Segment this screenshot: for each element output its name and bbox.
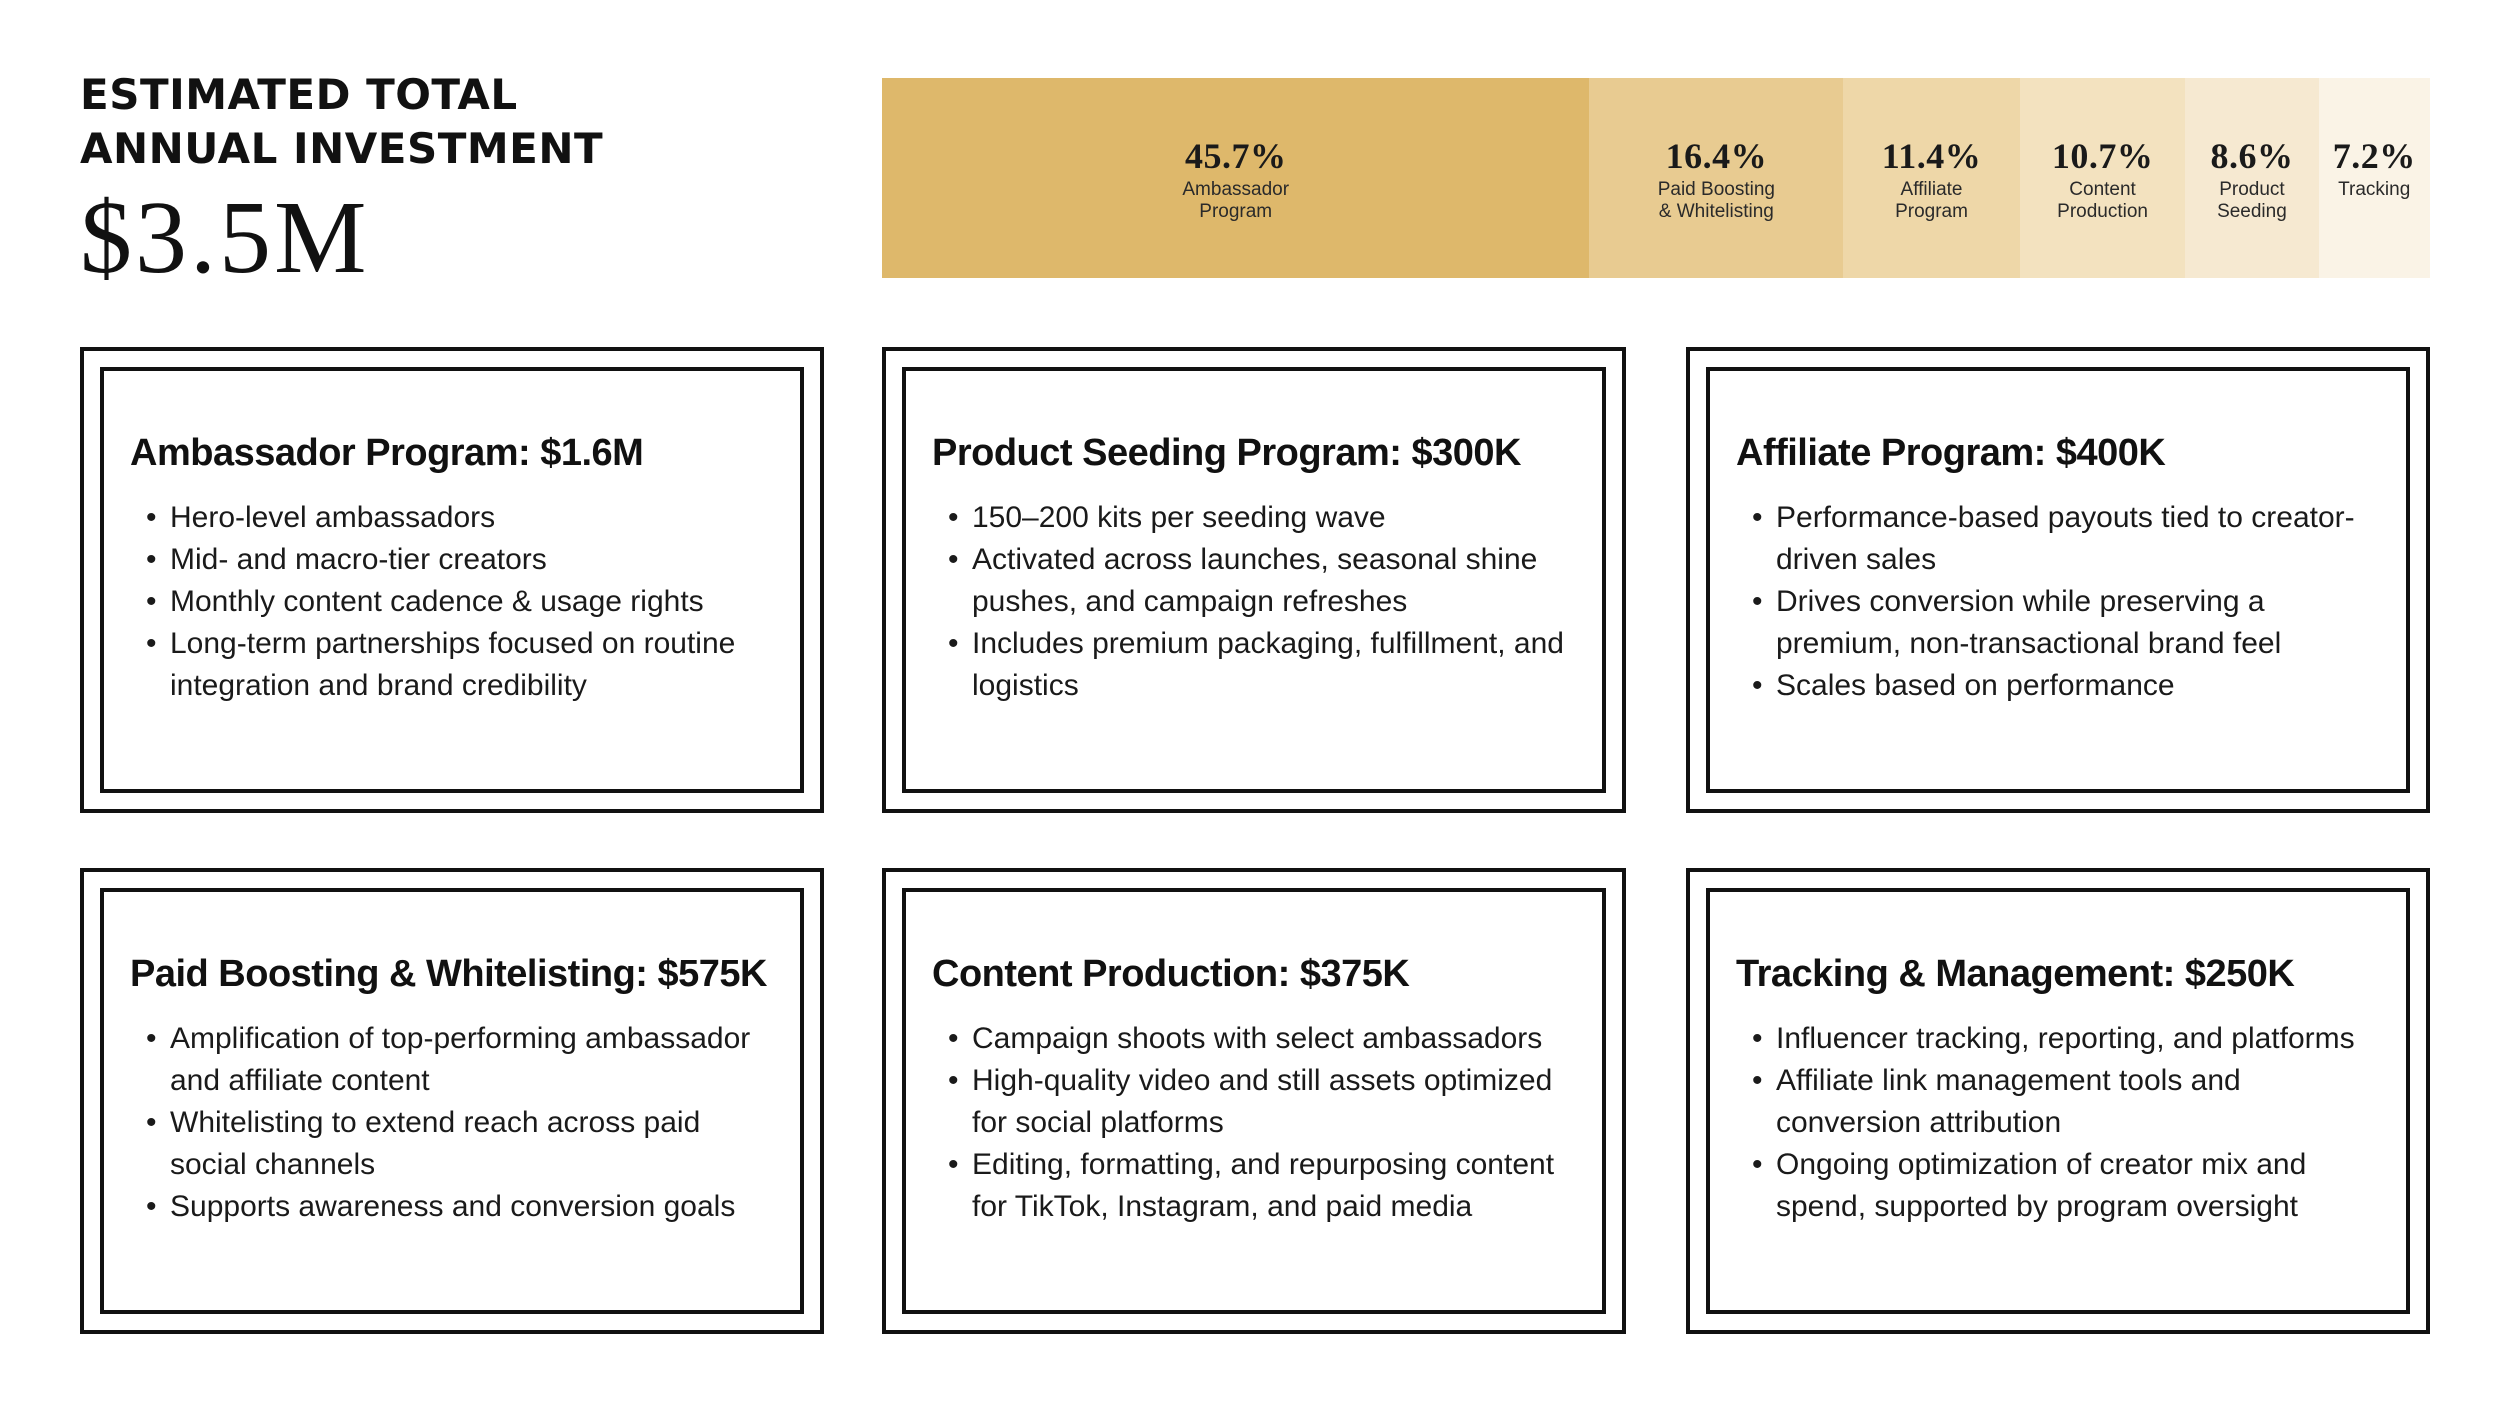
card-bullet: • Long-term partnerships focused on routine integration and brand credibility [146, 623, 776, 707]
card-title: Tracking & Management: $250K [1736, 953, 2295, 995]
segment-percent-label: 11.4% [1881, 136, 1982, 176]
card-inner-frame [1706, 888, 2410, 1314]
card-title: Content Production: $375K [932, 953, 1410, 995]
card-title: Affiliate Program: $400K [1736, 432, 2166, 474]
segment-category-label: Affiliate Program [1895, 179, 1968, 222]
segment-percent-label: 8.6% [2210, 136, 2294, 176]
card-bullet-list [130, 1018, 776, 1228]
card-title: Ambassador Program: $1.6M [130, 432, 644, 474]
segment-percent-label: 45.7% [1184, 136, 1287, 176]
segment-category-label: Tracking [2338, 179, 2411, 200]
bar-segment [2020, 78, 2186, 278]
bar-segment [1843, 78, 2019, 278]
card-bullet: • Performance-based payouts tied to creator-driven sales [1752, 497, 2382, 581]
card-bullet: • Hero-level ambassadors [146, 497, 776, 539]
segment-percent-label: 16.4% [1665, 136, 1768, 176]
segment-category-label: Ambassador Program [1182, 179, 1290, 222]
segment-category-label: Paid Boosting & Whitelisting [1657, 179, 1775, 222]
card-bullet: • Ongoing optimization of creator mix and spend, supported by program oversight [1752, 1144, 2382, 1228]
card-bullet: • Scales based on performance [1752, 665, 2382, 707]
card-affiliate-program [1686, 347, 2430, 813]
page-title [80, 68, 603, 176]
card-inner-frame [902, 367, 1606, 793]
card-tracking-management [1686, 868, 2430, 1334]
page-title-line-2: ANNUAL INVESTMENT [80, 124, 604, 173]
card-title: Paid Boosting & Whitelisting: $575K [130, 953, 767, 995]
segment-category-label: Product Seeding [2217, 179, 2287, 222]
card-bullet: • Supports awareness and conversion goals [146, 1186, 776, 1228]
card-bullet: • Whitelisting to extend reach across paid social channels [146, 1102, 776, 1186]
card-bullet: • High-quality video and still assets optimized for social platforms [948, 1060, 1578, 1144]
segment-category-label: Content Production [2057, 179, 2148, 222]
segment-percent-label: 10.7% [2051, 136, 2154, 176]
card-bullet-list [932, 1018, 1578, 1228]
card-bullet: • Mid- and macro-tier creators [146, 539, 776, 581]
card-product-seeding-program [882, 347, 1626, 813]
segment-percent-label: 7.2% [2332, 136, 2416, 176]
card-bullet-list [1736, 497, 2382, 707]
card-content-production [882, 868, 1626, 1334]
bar-segment [2185, 78, 2318, 278]
card-inner-frame [100, 888, 804, 1314]
investment-stacked-bar [882, 78, 2430, 278]
card-bullet: • Monthly content cadence & usage rights [146, 581, 776, 623]
card-bullet-list [130, 497, 776, 707]
page-title-line-1: ESTIMATED TOTAL [80, 70, 518, 119]
card-bullet: • Influencer tracking, reporting, and platforms [1752, 1018, 2382, 1060]
card-inner-frame [902, 888, 1606, 1314]
card-bullet-list [1736, 1018, 2382, 1228]
card-title: Product Seeding Program: $300K [932, 432, 1521, 474]
card-ambassador-program [80, 347, 824, 813]
card-inner-frame [100, 367, 804, 793]
total-investment-value: $3.5M [80, 180, 370, 295]
card-inner-frame [1706, 367, 2410, 793]
card-paid-boosting-whitelisting [80, 868, 824, 1334]
card-bullet: • Includes premium packaging, fulfillment, and logistics [948, 623, 1578, 707]
card-bullet: • Affiliate link management tools and conversion attribution [1752, 1060, 2382, 1144]
bar-segment [882, 78, 1589, 278]
card-bullet: • Campaign shoots with select ambassadors [948, 1018, 1578, 1060]
card-bullet: • Amplification of top-performing ambassador and affiliate content [146, 1018, 776, 1102]
card-bullet: • 150–200 kits per seeding wave [948, 497, 1578, 539]
card-bullet: • Editing, formatting, and repurposing content for TikTok, Instagram, and paid media [948, 1144, 1578, 1228]
bar-segment [2319, 78, 2430, 278]
card-bullet: • Activated across launches, seasonal shine pushes, and campaign refreshes [948, 539, 1578, 623]
bar-segment [1589, 78, 1843, 278]
card-bullet: • Drives conversion while preserving a premium, non-transactional brand feel [1752, 581, 2382, 665]
card-bullet-list [932, 497, 1578, 707]
